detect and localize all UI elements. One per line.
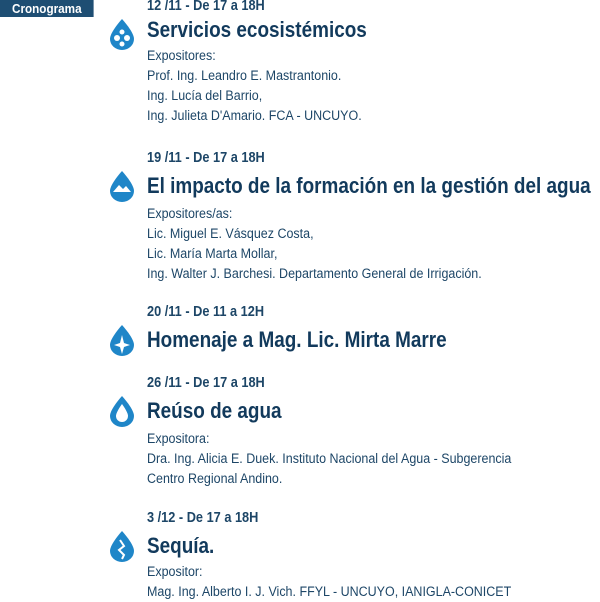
- event-speakers: [147, 46, 362, 126]
- star-drop-icon: [107, 324, 137, 356]
- speakers-label: Expositores:: [147, 48, 216, 64]
- speaker-line: Lic. María Marta Mollar,: [147, 246, 278, 262]
- speakers-label: Expositor:: [147, 564, 203, 580]
- speaker-line: Centro Regional Andino.: [147, 471, 283, 487]
- event-title: Homenaje a Mag. Lic. Mirta Marre: [147, 327, 447, 352]
- speaker-line: Prof. Ing. Leandro E. Mastrantonio.: [147, 68, 342, 84]
- speaker-line: Ing. Lucía del Barrio,: [147, 88, 263, 104]
- event-date: 20 /11 - De 11 a 12H: [147, 304, 265, 320]
- cracked-drop-icon: [107, 530, 137, 562]
- event-title: El impacto de la formación en la gestión del agua: [147, 173, 591, 198]
- speaker-line: Ing. Walter J. Barchesi. Departamento General de Irrigación.: [147, 266, 482, 282]
- event-speakers: [147, 204, 482, 284]
- speaker-line: Dra. Ing. Alicia E. Duek. Instituto Nacional del Agua - Subgerencia: [147, 451, 512, 467]
- event-speakers: [147, 562, 511, 602]
- event-date: 3 /12 - De 17 a 18H: [147, 510, 259, 526]
- event-date: 26 /11 - De 17 a 18H: [147, 375, 265, 391]
- event-date: 12 /11 - De 17 a 18H: [147, 0, 265, 14]
- event-title: Sequía.: [147, 533, 215, 558]
- schedule-tag: Cronograma: [0, 0, 94, 17]
- event-title: Reúso de agua: [147, 398, 282, 423]
- water-drop-icon: [107, 395, 137, 427]
- speaker-line: Lic. Miguel E. Vásquez Costa,: [147, 226, 314, 242]
- mountain-drop-icon: [107, 170, 137, 202]
- speaker-line: Mag. Ing. Alberto I. J. Vich. FFYL - UNCUYO, IANIGLA-CONICET: [147, 584, 512, 600]
- speakers-label: Expositora:: [147, 431, 210, 447]
- speaker-line: Ing. Julieta D'Amario. FCA - UNCUYO.: [147, 108, 362, 124]
- speakers-label: Expositores/as:: [147, 206, 233, 222]
- ecosystem-drop-icon: [107, 18, 137, 50]
- event-speakers: [147, 429, 511, 489]
- event-date: 19 /11 - De 17 a 18H: [147, 150, 265, 166]
- event-title: Servicios ecosistémicos: [147, 17, 367, 42]
